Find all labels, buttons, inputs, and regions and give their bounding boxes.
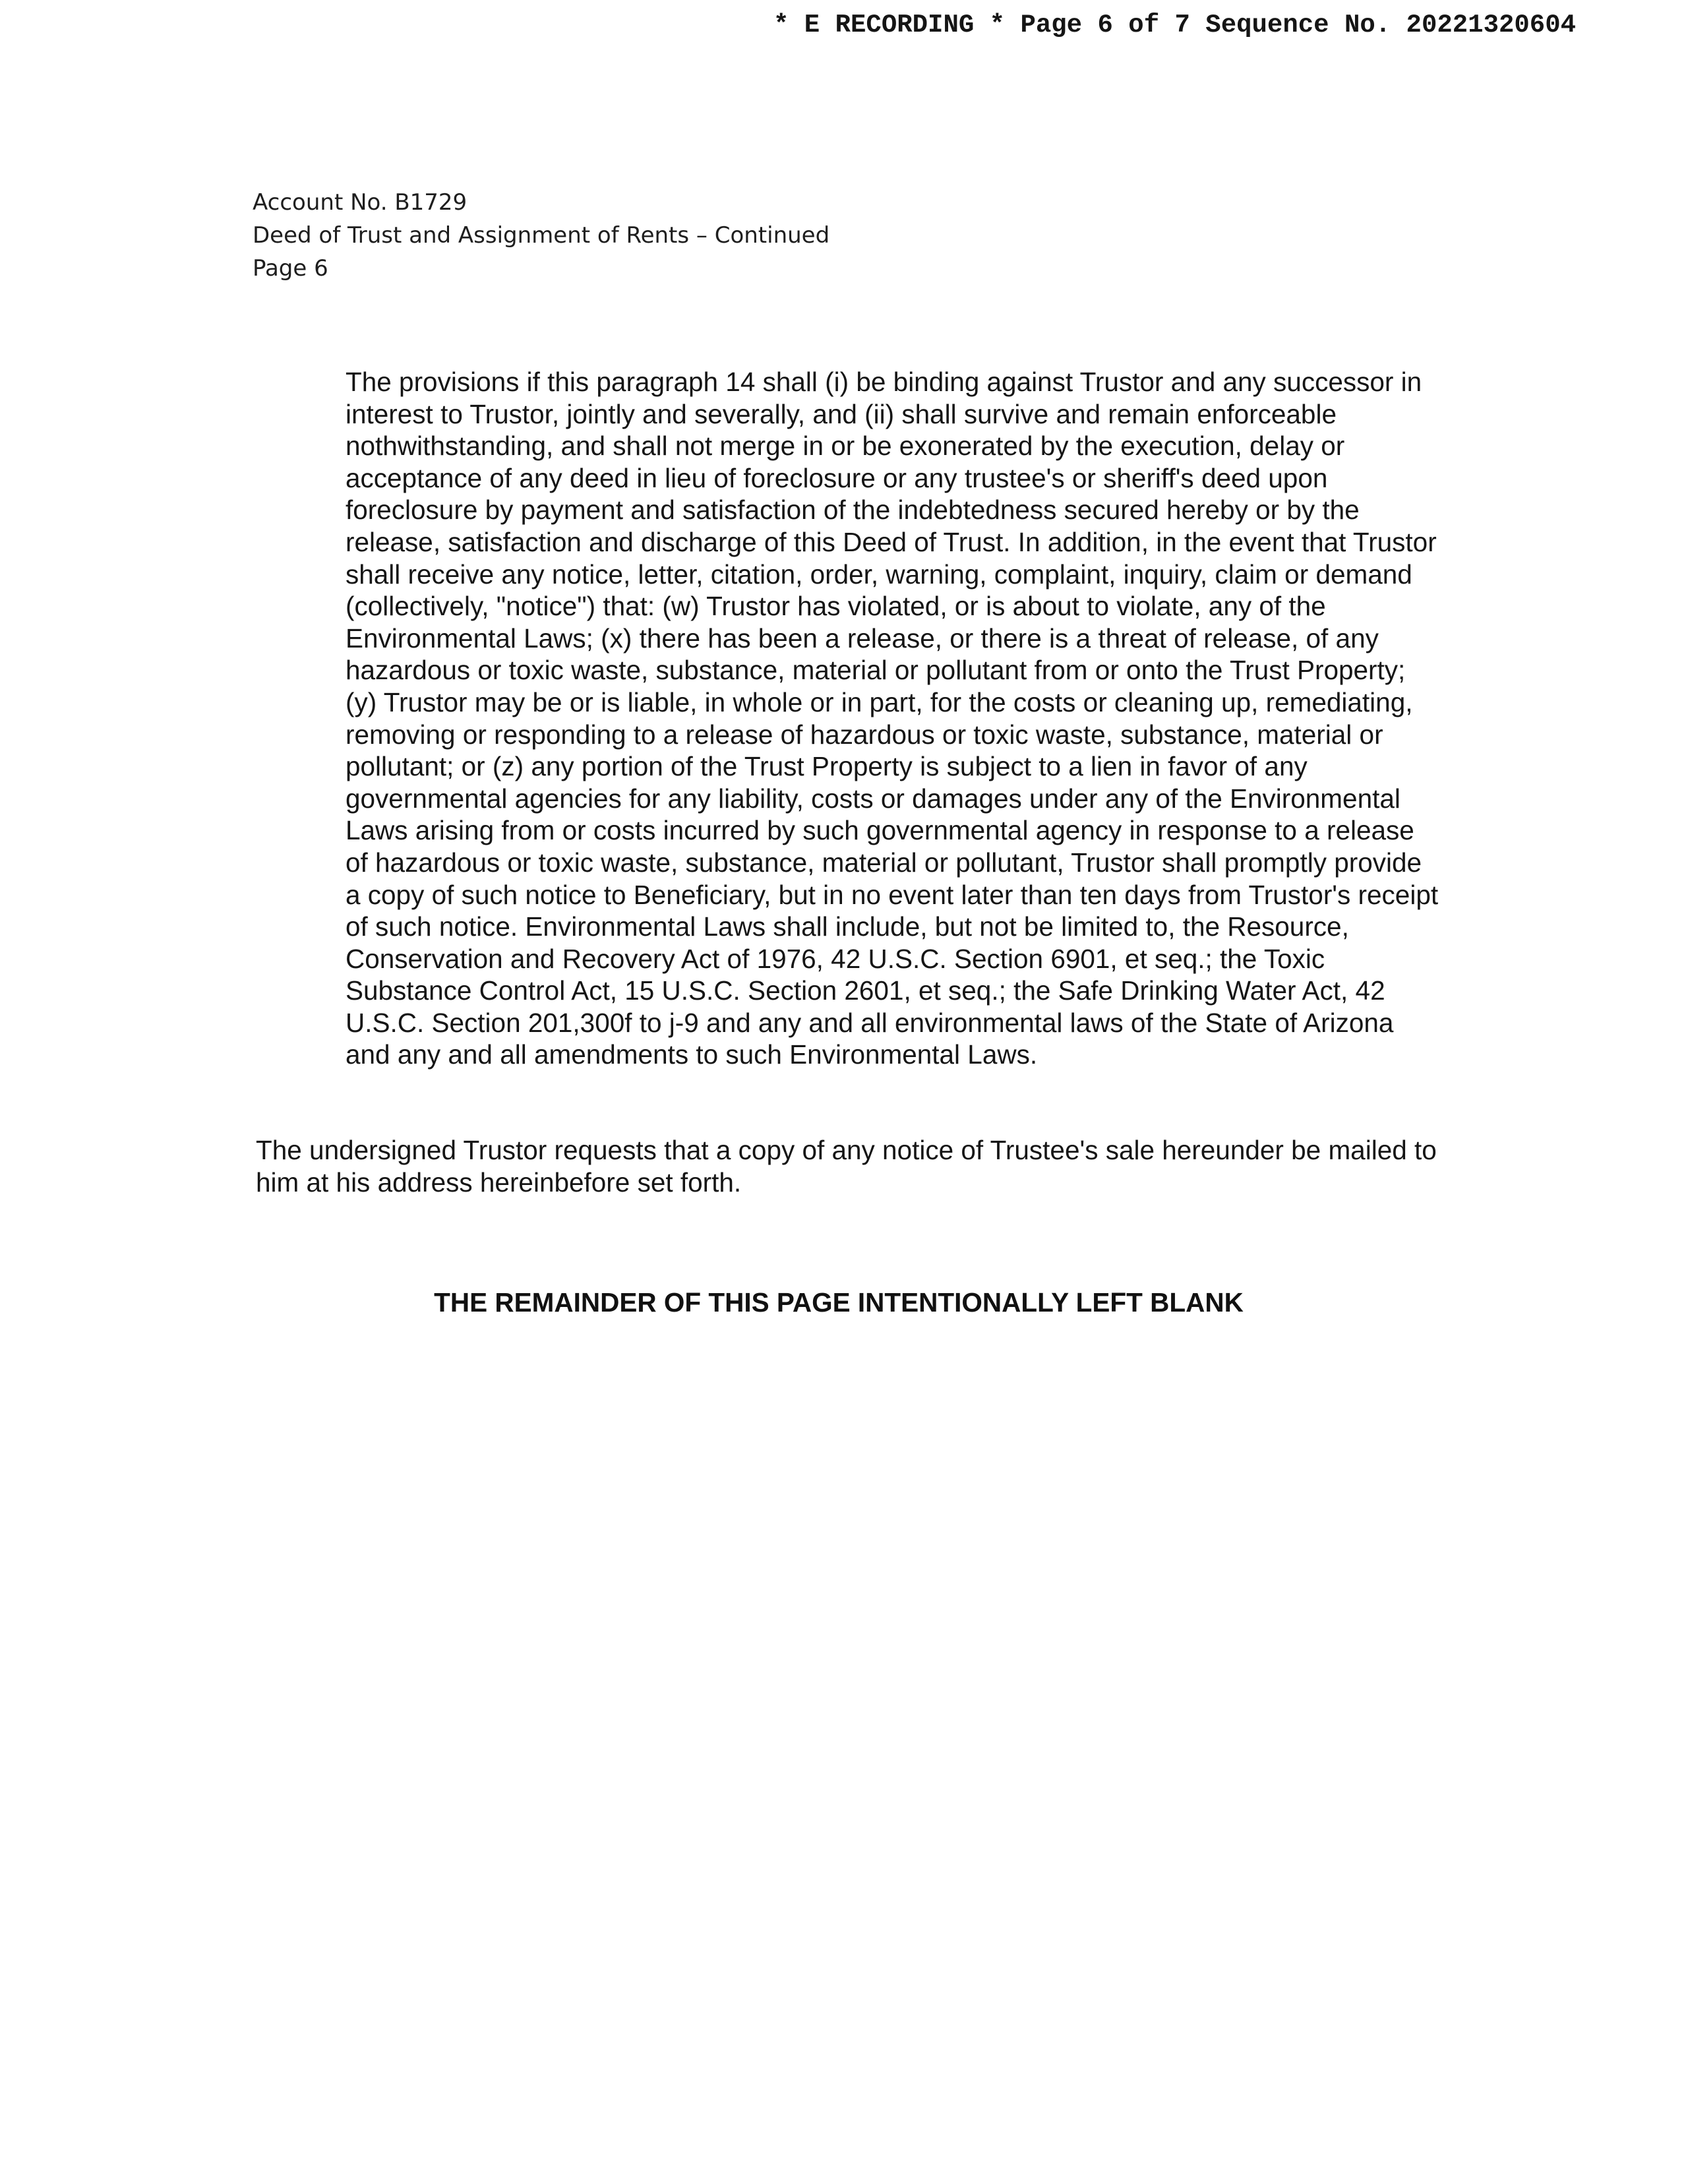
intentionally-blank-notice (0, 1287, 1688, 1318)
document-title: Deed of Trust and Assignment of Rents – Continued (253, 222, 830, 249)
document-header (253, 186, 829, 285)
recording-stamp: * E RECORDING * Page 6 of 7 Sequence No. 20221320604 (773, 11, 1576, 40)
notice-request-paragraph: The undersigned Trustor requests that a copy of any notice of Trustee's sale hereunder be mailed to him at his address hereinbefore set forth. (256, 1135, 1437, 1198)
page-number: Page 6 (253, 255, 328, 282)
account-number: Account No. B1729 (253, 189, 467, 216)
intentionally-blank-text: THE REMAINDER OF THIS PAGE INTENTIONALLY LEFT BLANK (434, 1287, 1244, 1318)
paragraph-14-continued: The provisions if this paragraph 14 shall (i) be binding against Trustor and any successor in interest to Trustor, jointly and severally, and (ii) shall survive and remain enforceable nothwithstanding, and shall not merge in or be exonerated by the execution, delay or acceptance of any deed in lieu of foreclosure or any trustee's or sheriff's deed upon foreclosure by payment and satisfaction of the indebtedness secured hereby or by the release, satisfaction and discharge of this Deed of Trust. In addition, in the event that Trustor shall receive any notice, letter, citation, order, warning, complaint, inquiry, claim or demand (collectively, "notice") that: (w) Trustor has violated, or is about to violate, any of the Environmental Laws; (x) there has been a release, or there is a threat of release, of any hazardous or toxic waste, substance, material or pollutant from or onto the Trust Property; (y) Trustor may be or is liable, in whole or in part, for the costs or cleaning up, remediating, removing or responding to a release of hazardous or toxic waste, substance, material or pollutant; or (z) any portion of the Trust Property is subject to a lien in favor of any governmental agencies for any liability, costs or damages under any of the Environmental Laws arising from or costs incurred by such governmental agency in response to a release of hazardous or toxic waste, substance, material or pollutant, Trustor shall promptly provide a copy of such notice to Beneficiary, but in no event later than ten days from Trustor's receipt of such notice. Environmental Laws shall include, but not be limited to, the Resource, Conservation and Recovery Act of 1976, 42 U.S.C. Section 6901, et seq.; the Toxic Substance Control Act, 15 U.S.C. Section 2601, et seq.; the Safe Drinking Water Act, 42 U.S.C. Section 201,300f to j-9 and any and all environmental laws of the State of Arizona and any and all amendments to such Environmental Laws. (346, 367, 1439, 1070)
